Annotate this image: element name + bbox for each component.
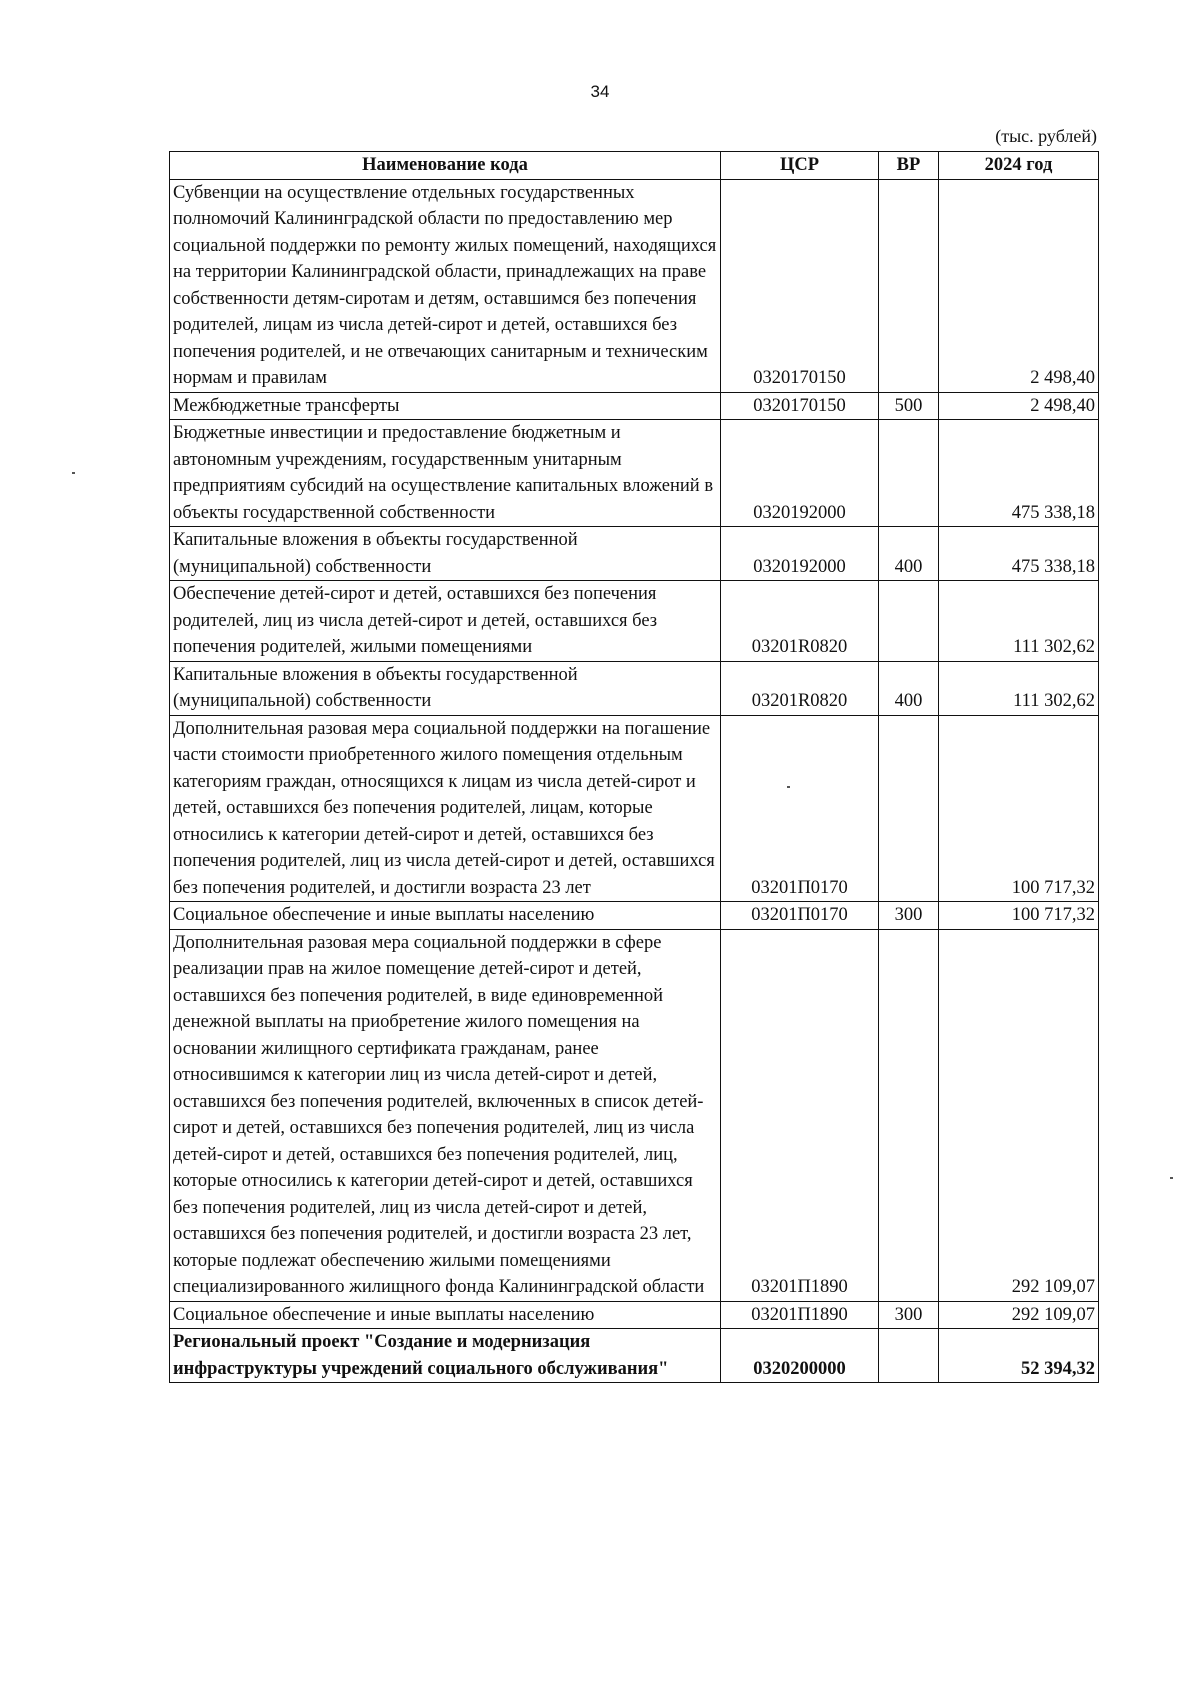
row-amount: 292 109,07 [939, 1301, 1099, 1329]
row-vr: 300 [879, 902, 939, 930]
table-row [170, 581, 1099, 662]
header-name: Наименование кода [170, 152, 721, 180]
row-csr: 03201П0170 [721, 715, 879, 902]
table-row [170, 392, 1099, 420]
scan-speck [72, 472, 75, 474]
row-csr: 0320192000 [721, 420, 879, 527]
row-csr: 0320200000 [721, 1329, 879, 1383]
row-csr: 03201П0170 [721, 902, 879, 930]
header-year: 2024 год [939, 152, 1099, 180]
row-name: Межбюджетные трансферты [170, 392, 721, 420]
table-row [170, 420, 1099, 527]
row-name: Обеспечение детей-сирот и детей, оставшихся без попечения родителей, лиц из числа детей-сирот и детей, оставшихся без попечения родителей, жилыми помещениями [170, 581, 721, 662]
row-vr [879, 581, 939, 662]
row-name: Капитальные вложения в объекты государственной (муниципальной) собственности [170, 527, 721, 581]
row-vr [879, 179, 939, 392]
table-row [170, 715, 1099, 902]
scan-speck [1170, 1177, 1173, 1179]
header-csr: ЦСР [721, 152, 879, 180]
table-row [170, 929, 1099, 1301]
row-vr [879, 1329, 939, 1383]
row-vr [879, 929, 939, 1301]
row-csr: 03201R0820 [721, 581, 879, 662]
table-header-row [170, 152, 1099, 180]
row-name: Социальное обеспечение и иные выплаты населению [170, 902, 721, 930]
table-row [170, 1301, 1099, 1329]
row-name: Бюджетные инвестиции и предоставление бюджетным и автономным учреждениям, государственным унитарным предприятиям субсидий на осуществление капитальных вложений в объекты государственной собственности [170, 420, 721, 527]
row-vr [879, 715, 939, 902]
row-csr: 03201R0820 [721, 661, 879, 715]
table-row [170, 902, 1099, 930]
row-amount: 2 498,40 [939, 179, 1099, 392]
row-amount: 2 498,40 [939, 392, 1099, 420]
table-row-regional-project [170, 1329, 1099, 1383]
row-amount: 475 338,18 [939, 527, 1099, 581]
row-vr: 400 [879, 527, 939, 581]
budget-table [169, 151, 1099, 1383]
row-csr: 0320192000 [721, 527, 879, 581]
table-row [170, 179, 1099, 392]
row-name: Социальное обеспечение и иные выплаты населению [170, 1301, 721, 1329]
row-vr: 500 [879, 392, 939, 420]
row-name: Капитальные вложения в объекты государственной (муниципальной) собственности [170, 661, 721, 715]
row-vr [879, 420, 939, 527]
row-vr: 300 [879, 1301, 939, 1329]
row-name: Субвенции на осуществление отдельных государственных полномочий Калининградской области по предоставлению мер социальной поддержки по ремонту жилых помещений, находящихся на территории Калининградской области, принадлежащих на праве собственности детям-сиротам и детям, оставшимся без попечения родителей, лицам из числа детей-сирот и детей, оставшихся без попечения родителей, и не отвечающих санитарным и техническим нормам и правилам [170, 179, 721, 392]
row-name: Региональный проект "Создание и модернизация инфраструктуры учреждений социального обслуживания" [170, 1329, 721, 1383]
row-amount: 111 302,62 [939, 661, 1099, 715]
row-csr: 0320170150 [721, 392, 879, 420]
row-amount: 292 109,07 [939, 929, 1099, 1301]
scan-speck [787, 786, 790, 788]
row-name: Дополнительная разовая мера социальной поддержки в сфере реализации прав на жилое помещение детей-сирот и детей, оставшихся без попечения родителей, в виде единовременной денежной выплаты на приобретение жилого помещения на основании жилищного сертификата гражданам, ранее относившимся к категории лиц из числа детей-сирот и детей, оставшихся без попечения родителей, включенных в список детей-сирот и детей, оставшихся без попечения родителей, лиц из числа детей-сирот и детей, оставшихся без попечения родителей, лиц, которые относились к категории детей-сирот и детей, оставшихся без попечения родителей, лиц из числа детей-сирот и детей, оставшихся без попечения родителей, и достигли возраста 23 лет, которые подлежат обеспечению жилыми помещениями специализированного жилищного фонда Калининградской области [170, 929, 721, 1301]
row-amount: 100 717,32 [939, 715, 1099, 902]
table-row [170, 661, 1099, 715]
page-number: 34 [590, 82, 610, 101]
row-amount: 52 394,32 [939, 1329, 1099, 1383]
row-csr: 03201П1890 [721, 929, 879, 1301]
row-name: Дополнительная разовая мера социальной поддержки на погашение части стоимости приобретенного жилого помещения отдельным категориям граждан, относящихся к лицам из числа детей-сирот и детей, оставшихся без попечения родителей, лицам, которые относились к категории детей-сирот и детей, оставшихся без попечения родителей, лиц из числа детей-сирот и детей, оставшихся без попечения родителей, и достигли возраста 23 лет [170, 715, 721, 902]
row-csr: 0320170150 [721, 179, 879, 392]
row-amount: 475 338,18 [939, 420, 1099, 527]
row-amount: 111 302,62 [939, 581, 1099, 662]
table-row [170, 527, 1099, 581]
units-note: (тыс. рублей) [995, 126, 1097, 146]
row-csr: 03201П1890 [721, 1301, 879, 1329]
row-vr: 400 [879, 661, 939, 715]
row-amount: 100 717,32 [939, 902, 1099, 930]
header-vr: ВР [879, 152, 939, 180]
